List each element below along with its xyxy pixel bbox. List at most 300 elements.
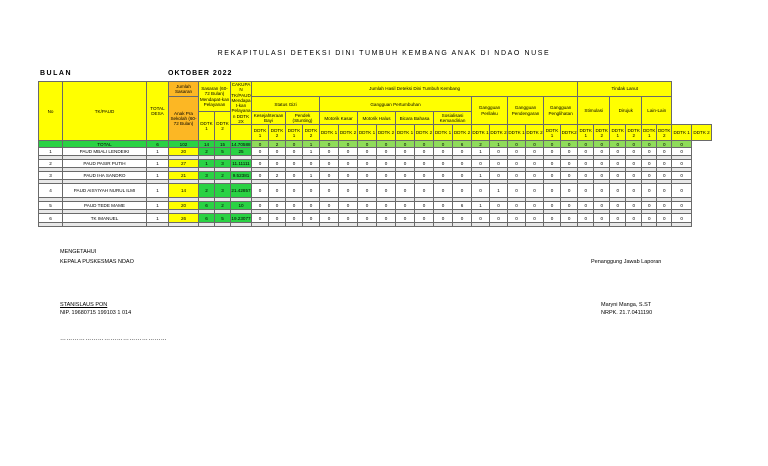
row-value: 0: [320, 148, 339, 156]
sub-ddtk: DDTK 1: [672, 125, 692, 141]
row-ddtk2: 2: [215, 172, 231, 180]
row-no: 3: [39, 172, 63, 180]
total-value: 0: [561, 141, 578, 148]
row-cakupan: 10: [231, 202, 252, 210]
row-value: 0: [626, 160, 642, 168]
row-value: 0: [561, 202, 578, 210]
sub-ddtk: DDTK 2: [626, 125, 642, 141]
row-ddtk1: 3: [199, 172, 215, 180]
row-value: 0: [490, 148, 508, 156]
total-value: 0: [526, 141, 544, 148]
spacer-cell: [286, 223, 303, 227]
sub-ddtk: DDTK 2: [415, 125, 434, 141]
row-value: 0: [578, 214, 594, 223]
row-value: 0: [396, 172, 415, 180]
row-value: 0: [626, 184, 642, 198]
row-value: 0: [508, 202, 526, 210]
row-value: 0: [490, 202, 508, 210]
total-desa: 6: [147, 141, 169, 148]
kepala-label: KEPALA PUSKESMAS NDAO: [60, 259, 134, 265]
sub-ddtk: DDTK 2: [526, 125, 544, 141]
row-value: 0: [561, 148, 578, 156]
sub-ddtk: DDTK 1: [610, 125, 626, 141]
row-ddtk1: 6: [199, 214, 215, 223]
period-value: OKTOBER 2022: [168, 70, 233, 77]
row-value: 0: [396, 184, 415, 198]
spacer-cell: [377, 223, 396, 227]
row-value: 0: [434, 214, 453, 223]
spacer-cell: [320, 223, 339, 227]
row-value: 0: [339, 160, 358, 168]
row-value: 0: [252, 184, 269, 198]
row-value: 0: [626, 148, 642, 156]
row-value: 0: [320, 214, 339, 223]
row-value: 1: [472, 202, 490, 210]
spacer-cell: [472, 223, 490, 227]
row-value: 0: [377, 202, 396, 210]
row-value: 0: [472, 184, 490, 198]
row-sasaran: 27: [169, 160, 199, 168]
total-value: 1: [303, 141, 320, 148]
col-sasaran-mendapat: Sasaran (60-72 Bulan) Mendapat-kan Pelayanan: [199, 82, 231, 112]
col-lain-lain: Lain-Lain: [642, 97, 672, 125]
col-jumlah-hasil: Jumlah Hasil Deteksi Dini Tumbuh Kembang: [252, 82, 578, 97]
row-value: 0: [544, 148, 561, 156]
row-value: 0: [657, 202, 672, 210]
col-anak-pra-sekolah: Anak Pra Sekolah (60-72 Bulan): [169, 97, 199, 141]
spacer-cell: [339, 223, 358, 227]
row-value: 0: [358, 202, 377, 210]
row-value: 0: [377, 214, 396, 223]
row-value: 0: [594, 148, 610, 156]
row-value: 0: [377, 172, 396, 180]
total-value: 0: [252, 141, 269, 148]
col-status-gizi: Status Gizi: [252, 97, 320, 112]
row-value: 1: [472, 148, 490, 156]
total-value: 0: [610, 141, 626, 148]
row-value: 0: [657, 184, 672, 198]
spacer-cell: [642, 223, 657, 227]
row-value: 6: [453, 202, 472, 210]
col-gangguan-perilaku: Gangguan Perilaku: [472, 97, 508, 125]
row-value: 0: [434, 172, 453, 180]
row-value: 0: [286, 172, 303, 180]
row-value: 0: [594, 214, 610, 223]
row-value: 0: [490, 160, 508, 168]
row-value: 0: [377, 184, 396, 198]
col-pendek: Pendek (Stunting): [286, 112, 320, 125]
spacer-cell: [490, 223, 508, 227]
row-value: 0: [377, 160, 396, 168]
col-tk-paud: TK/PAUD: [63, 82, 147, 141]
spacer-cell: [626, 223, 642, 227]
table-row: [39, 214, 712, 223]
row-sasaran: 20: [169, 202, 199, 210]
row-value: 0: [544, 214, 561, 223]
row-value: 0: [472, 160, 490, 168]
total-sasaran: 102: [169, 141, 199, 148]
row-value: 0: [544, 160, 561, 168]
col-motorik-halus: Motorik Halus: [358, 112, 396, 125]
row-value: 0: [672, 202, 692, 210]
col-no: No: [39, 82, 63, 141]
total-value: 0: [377, 141, 396, 148]
row-value: 0: [358, 160, 377, 168]
row-value: 0: [526, 184, 544, 198]
sub-ddtk: DDTK 1: [320, 125, 339, 141]
row-value: 0: [561, 184, 578, 198]
spacer-cell: [269, 223, 286, 227]
row-name: PAUD MBALI LENDEIKI: [63, 148, 147, 156]
row-value: 0: [377, 148, 396, 156]
row-value: 0: [626, 172, 642, 180]
row-value: 0: [490, 214, 508, 223]
row-no: 2: [39, 160, 63, 168]
total-value: 2: [269, 141, 286, 148]
row-ddtk2: 2: [215, 202, 231, 210]
col-ddtk2x: [231, 125, 252, 141]
col-stimulasi: Stimulasi: [578, 97, 610, 125]
penanggung-label: Penanggung Jawab Laporan: [591, 259, 662, 265]
row-value: 0: [610, 148, 626, 156]
row-value: 0: [490, 172, 508, 180]
row-value: 0: [578, 184, 594, 198]
total-value: 0: [594, 141, 610, 148]
row-value: 0: [286, 148, 303, 156]
sub-ddtk: DDTK 2: [303, 125, 320, 141]
row-value: 0: [594, 160, 610, 168]
row-value: 0: [472, 214, 490, 223]
table-row: [39, 184, 712, 198]
row-value: 1: [490, 184, 508, 198]
row-cakupan: 19.23077: [231, 214, 252, 223]
total-value: 0: [508, 141, 526, 148]
total-label: TOTAL: [63, 141, 147, 148]
row-ddtk2: 3: [215, 184, 231, 198]
row-value: 0: [252, 148, 269, 156]
row-value: 0: [415, 160, 434, 168]
spacer-cell: [594, 223, 610, 227]
row-value: 1: [303, 172, 320, 180]
total-value: 0: [544, 141, 561, 148]
row-value: 0: [358, 148, 377, 156]
row-cakupan: 9.52381: [231, 172, 252, 180]
spacer-cell: [252, 223, 269, 227]
spacer-cell: [672, 223, 692, 227]
sub-ddtk: DDTK 1: [286, 125, 303, 141]
total-value: 0: [339, 141, 358, 148]
row-value: 0: [396, 160, 415, 168]
col-ddtk1: DDTK 1: [199, 112, 215, 141]
row-value: 0: [642, 214, 657, 223]
spacer-cell: [169, 223, 199, 227]
row-no: 5: [39, 202, 63, 210]
spacer-cell: [358, 223, 377, 227]
row-value: 0: [269, 148, 286, 156]
row-value: 0: [672, 184, 692, 198]
col-ddtk2: DDTK 2: [215, 112, 231, 141]
row-value: 0: [561, 160, 578, 168]
row-desa: 1: [147, 172, 169, 180]
right-signatory-nrpk: NRPK. 21.7.0411190: [601, 310, 653, 316]
row-ddtk1: 2: [199, 184, 215, 198]
spacer-cell: [303, 223, 320, 227]
row-value: 0: [594, 172, 610, 180]
row-sasaran: 20: [169, 148, 199, 156]
spacer-cell: [526, 223, 544, 227]
row-value: 0: [434, 148, 453, 156]
total-value: 0: [642, 141, 657, 148]
row-sasaran: 21: [169, 172, 199, 180]
row-ddtk1: 2: [199, 148, 215, 156]
row-value: 0: [578, 202, 594, 210]
spacer-cell: [657, 223, 672, 227]
row-value: 0: [508, 172, 526, 180]
col-sosialisasi: Sosialisasi Kemandirian: [434, 112, 472, 125]
sub-ddtk: DDTK 1: [358, 125, 377, 141]
row-ddtk1: 6: [199, 202, 215, 210]
row-value: 0: [453, 214, 472, 223]
total-value: 0: [434, 141, 453, 148]
spacer-cell: [63, 223, 147, 227]
row-value: 0: [339, 202, 358, 210]
row-value: 0: [252, 202, 269, 210]
row-value: 0: [610, 160, 626, 168]
row-value: 0: [269, 184, 286, 198]
row-value: 0: [508, 160, 526, 168]
row-value: 0: [610, 214, 626, 223]
spacer-cell: [215, 223, 231, 227]
row-value: 0: [508, 148, 526, 156]
spacer-cell: [508, 223, 526, 227]
row-value: 0: [626, 202, 642, 210]
row-name: PAUD IHA SANDRO: [63, 172, 147, 180]
row-value: 0: [526, 148, 544, 156]
table-row: [39, 202, 712, 210]
row-cakupan: 25: [231, 148, 252, 156]
table-row: [39, 172, 712, 180]
sub-ddtk: DDTK 2: [594, 125, 610, 141]
row-name: PAUD PASIR PUTIH: [63, 160, 147, 168]
row-value: 0: [642, 184, 657, 198]
sub-ddtk: DDTK 1: [578, 125, 594, 141]
right-signatory-name: Maryni Manga, S.ST: [601, 302, 652, 308]
row-value: 0: [610, 172, 626, 180]
row-value: 0: [526, 160, 544, 168]
row-value: 0: [544, 202, 561, 210]
row-value: 0: [578, 160, 594, 168]
col-cakupan: CAKUPA N TK/PAUD Mendapa t-kan Pelayana n DDTK 2X: [231, 82, 251, 125]
row-value: 0: [320, 160, 339, 168]
row-value: 0: [544, 172, 561, 180]
row-value: 0: [657, 160, 672, 168]
total-value: 0: [657, 141, 672, 148]
row-value: 0: [252, 172, 269, 180]
row-value: 0: [626, 214, 642, 223]
sub-ddtk: DDTK 2: [657, 125, 672, 141]
left-signatory-nip: NIP. 19680715 199103 1 014: [60, 310, 132, 316]
col-tindak-lanjut: Tindak Lanut: [578, 82, 672, 97]
row-value: 0: [642, 148, 657, 156]
spacer-cell: [578, 223, 594, 227]
row-value: 0: [526, 172, 544, 180]
total-no: [39, 141, 63, 148]
row-value: 1: [472, 172, 490, 180]
spacer-cell: [231, 223, 252, 227]
row-value: 0: [303, 184, 320, 198]
row-value: 0: [339, 172, 358, 180]
row-value: 0: [672, 148, 692, 156]
row-value: 0: [396, 202, 415, 210]
row-name: PAUD TEDE MAME: [63, 202, 147, 210]
sub-ddtk: DDTK 1: [252, 125, 269, 141]
row-value: 0: [303, 214, 320, 223]
sub-ddtk: DDTK 1: [544, 125, 561, 141]
row-value: 0: [508, 184, 526, 198]
row-value: 0: [269, 202, 286, 210]
row-value: 0: [453, 160, 472, 168]
row-value: 1: [303, 148, 320, 156]
row-name: PAUD AISYIYAH NURUL ILMI: [63, 184, 147, 198]
total-value: 0: [358, 141, 377, 148]
dotted-line: ……………………………………………: [60, 336, 168, 342]
spacer-cell: [544, 223, 561, 227]
total-value: 0: [286, 141, 303, 148]
sub-ddtk: DDTK 1: [642, 125, 657, 141]
total-ddtk1: 14: [199, 141, 215, 148]
row-value: 0: [434, 184, 453, 198]
sub-ddtk: DDTK 1: [396, 125, 415, 141]
total-value: 0: [320, 141, 339, 148]
row-value: 0: [434, 160, 453, 168]
row-value: 0: [526, 214, 544, 223]
mengetahui-label: MENGETAHUI: [60, 249, 97, 255]
col-bicara-bahasa: Bicara Bahasa: [396, 112, 434, 125]
col-gangguan-penglihatan: Gangguan Penglihatan: [544, 97, 578, 125]
row-value: 0: [396, 148, 415, 156]
row-value: 0: [594, 202, 610, 210]
total-ddtk2: 15: [215, 141, 231, 148]
spacer-cell: [39, 223, 63, 227]
row-value: 0: [642, 202, 657, 210]
row-value: 0: [286, 184, 303, 198]
sub-ddtk: DDTK 2: [377, 125, 396, 141]
row-desa: 1: [147, 214, 169, 223]
row-no: 4: [39, 184, 63, 198]
row-value: 0: [339, 214, 358, 223]
total-value: 0: [626, 141, 642, 148]
row-value: 0: [339, 184, 358, 198]
left-signatory-name: STANISLAUS PON: [60, 302, 108, 308]
row-no: 1: [39, 148, 63, 156]
row-value: 0: [286, 202, 303, 210]
row-value: 0: [415, 214, 434, 223]
row-no: 6: [39, 214, 63, 223]
row-ddtk2: 5: [215, 214, 231, 223]
row-value: 0: [657, 214, 672, 223]
row-value: 0: [610, 202, 626, 210]
row-sasaran: 14: [169, 184, 199, 198]
row-value: 0: [434, 202, 453, 210]
row-cakupan: 21.42857: [231, 184, 252, 198]
row-value: 0: [642, 172, 657, 180]
row-value: 0: [508, 214, 526, 223]
row-value: 0: [303, 160, 320, 168]
total-cakupan: 14.70588: [231, 141, 251, 147]
bulan-label: BULAN: [40, 70, 72, 77]
total-value: 6: [453, 141, 472, 148]
total-value: 2: [472, 141, 490, 148]
row-value: 0: [286, 160, 303, 168]
row-value: 0: [252, 160, 269, 168]
spacer-cell: [396, 223, 415, 227]
row-desa: 1: [147, 148, 169, 156]
row-value: 0: [415, 184, 434, 198]
col-dirujuk: Dirujuk: [610, 97, 642, 125]
row-value: 0: [610, 184, 626, 198]
row-value: 0: [672, 160, 692, 168]
row-value: 0: [453, 184, 472, 198]
col-kesejahteraan: Kesejahteraan Bayi: [252, 112, 286, 125]
table-row: [39, 160, 712, 168]
row-value: 0: [453, 172, 472, 180]
row-value: 0: [642, 160, 657, 168]
row-value: 0: [320, 184, 339, 198]
row-value: 0: [657, 148, 672, 156]
col-total-desa: TOTAL DESA: [147, 82, 169, 141]
sub-ddtk: DDTK 2: [453, 125, 472, 141]
data-rows: [39, 148, 712, 227]
row-value: 0: [672, 172, 692, 180]
row-value: 0: [320, 202, 339, 210]
spacer-row: [39, 223, 712, 227]
total-value: 1: [490, 141, 508, 148]
spacer-cell: [610, 223, 626, 227]
row-value: 0: [657, 172, 672, 180]
row-value: 0: [358, 172, 377, 180]
row-value: 0: [544, 184, 561, 198]
row-value: 0: [672, 214, 692, 223]
row-ddtk2: 3: [215, 160, 231, 168]
report-table: [38, 81, 712, 227]
spacer-cell: [415, 223, 434, 227]
row-value: 0: [415, 202, 434, 210]
row-desa: 1: [147, 160, 169, 168]
row-value: 0: [578, 172, 594, 180]
row-value: 0: [396, 214, 415, 223]
row-value: 0: [561, 214, 578, 223]
spacer-cell: [147, 223, 169, 227]
row-ddtk1: 1: [199, 160, 215, 168]
row-name: TK IMANUEL: [63, 214, 147, 223]
row-value: 0: [358, 184, 377, 198]
sub-ddtk: DDTK 2: [490, 125, 508, 141]
total-value: 0: [672, 141, 692, 148]
row-value: 0: [286, 214, 303, 223]
row-ddtk2: 5: [215, 148, 231, 156]
col-motorik-kasar: Motorik Kasar: [320, 112, 358, 125]
spacer-cell: [561, 223, 578, 227]
row-value: 0: [415, 148, 434, 156]
row-value: 0: [320, 172, 339, 180]
total-value: 0: [578, 141, 594, 148]
report-title: REKAPITULASI DETEKSI DINI TUMBUH KEMBANG ANAK DI NDAO NUSE: [217, 50, 551, 57]
sub-ddtk: DDTK 2: [339, 125, 358, 141]
row-value: 0: [252, 214, 269, 223]
row-desa: 1: [147, 202, 169, 210]
row-value: 0: [339, 148, 358, 156]
sub-ddtk: DDTK 1: [508, 125, 526, 141]
